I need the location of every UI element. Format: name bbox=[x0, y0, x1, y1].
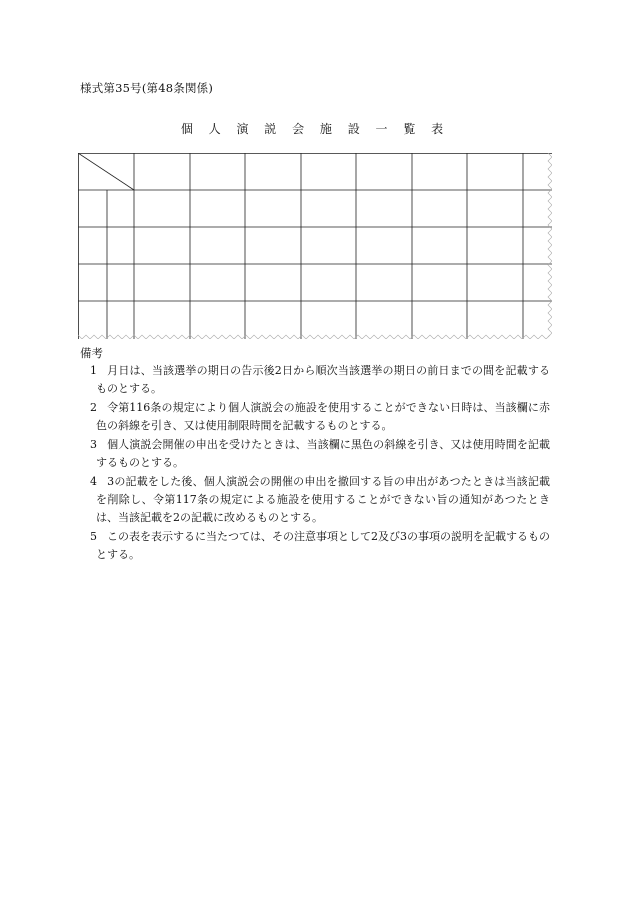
note-number: 5 bbox=[90, 530, 97, 543]
notes-list bbox=[80, 362, 550, 565]
note-text: この表を表示するに当たつては、その注意事項として2及び3の事項の説明を記載するものとする。 bbox=[96, 530, 550, 561]
note-number: 1 bbox=[90, 364, 97, 377]
note-text: 月日は、当該選挙の期日の告示後2日から順次当該選挙の期日の前日までの間を記載するものとする。 bbox=[96, 364, 550, 395]
note-text: 3の記載をした後、個人演説会の開催の申出を撤回する旨の申出があつたときは当該記載を削除し、令第117条の規定による施設を使用することができない旨の通知があつたときは、当該記載を2の記載に改めるものとする。 bbox=[96, 475, 550, 524]
note-text: 個人演説会開催の申出を受けたときは、当該欄に黒色の斜線を引き、又は使用時間を記載するものとする。 bbox=[96, 438, 550, 469]
note-item bbox=[80, 528, 550, 564]
facility-table bbox=[78, 153, 552, 339]
document-title: 個 人 演 説 会 施 設 一 覧 表 bbox=[180, 122, 450, 136]
form-number: 様式第35号(第48条関係) bbox=[80, 81, 214, 95]
notes-heading: 備考 bbox=[80, 346, 103, 360]
note-number: 4 bbox=[90, 475, 97, 488]
note-number: 3 bbox=[90, 438, 97, 451]
note-text: 令第116条の規定により個人演説会の施設を使用することができない日時は、当該欄に赤色の斜線を引き、又は使用制限時間を記載するものとする。 bbox=[96, 401, 550, 432]
note-item bbox=[80, 473, 550, 527]
note-number: 2 bbox=[90, 401, 97, 414]
note-item bbox=[80, 399, 550, 435]
facility-table-grid bbox=[78, 153, 552, 339]
note-item bbox=[80, 436, 550, 472]
note-item bbox=[80, 362, 550, 398]
